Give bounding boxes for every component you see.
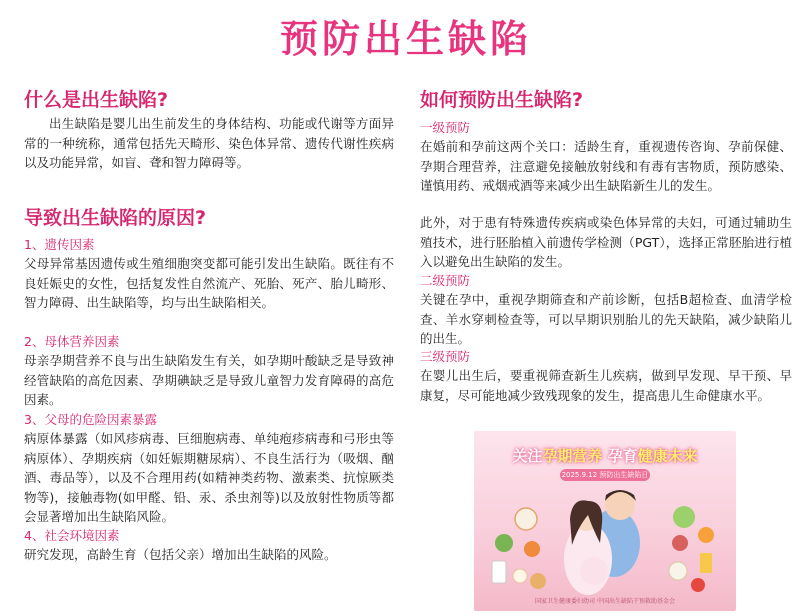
tomato-icon — [691, 578, 705, 592]
poster-illustration — [474, 431, 736, 611]
what-heading: 什么是出生缺陷? — [24, 89, 169, 111]
vegetable-icon — [495, 534, 513, 552]
level-label-1: 一级预防 — [420, 120, 471, 135]
poster-date: 2025.9.12 预防出生缺陷日 — [561, 471, 649, 479]
cause-label-3: 3、父母的危险因素暴露 — [24, 412, 157, 427]
food-bowl-icon — [515, 508, 537, 530]
egg-icon — [513, 569, 527, 583]
cause-label-2: 2、母体营养因素 — [24, 334, 120, 349]
juice-icon — [700, 553, 712, 573]
poster-title-mid: 孕育 — [602, 447, 638, 465]
level-1-para-1: 在婚前和孕前这两个关口：适龄生育，重视遗传咨询、孕前保健、孕期合理营养，注意避免接触放射线和有毒有害物质，预防感染、谨慎用药、戒烟戒酒等来减少出生缺陷新生儿的发生。 — [420, 139, 792, 193]
level-2-para-1: 关键在孕中，重视孕期筛查和产前诊断，包括B超检查、血清学检查、羊水穿刺检查等，可以早期识别胎儿的先天缺陷，减少缺陷儿的出生。 — [420, 292, 792, 346]
level-label-2: 二级预防 — [420, 273, 471, 288]
poster-title-hl1: 孕期营养 — [542, 447, 603, 465]
bread-icon — [530, 573, 546, 589]
poster-title-pre: 关注 — [512, 447, 543, 465]
salad-icon — [673, 506, 695, 528]
main-title: 预防出生缺陷 — [279, 17, 532, 61]
cause-label-1: 1、遗传因素 — [24, 237, 95, 252]
meat-icon — [672, 535, 688, 551]
cause-text-4: 研究发现，高龄生育（包括父亲）增加出生缺陷的风险。 — [24, 547, 337, 562]
orange-icon — [698, 527, 714, 543]
rice-icon — [669, 562, 687, 580]
cause-text-2: 母亲孕期营养不良与出生缺陷发生有关，如孕期叶酸缺乏是导致神经管缺陷的高危因素、孕期碘缺乏是导致儿童智力发育障碍的高危因素。 — [24, 353, 394, 407]
cause-label-4: 4、社会环境因素 — [24, 528, 120, 543]
level-3-para-1: 在婴儿出生后，要重视筛查新生儿疾病，做到早发现、早干预、早康复，尽可能地减少致残现象的发生，提高患儿生命健康水平。 — [420, 368, 792, 403]
level-1-para-2: 此外，对于患有特殊遗传疾病或染色体异常的夫妇，可通过辅助生殖技术，进行胚胎植入前遗传学检测（PGT），选择正常胚胎进行植入以避免出生缺陷的发生。 — [420, 215, 792, 269]
level-label-3: 三级预防 — [420, 349, 471, 364]
cause-text-1: 父母异常基因遗传或生殖细胞突变都可能引发出生缺陷。既往有不良妊娠史的女性，包括复发性自然流产、死胎、死产、胎儿畸形、智力障碍、出生缺陷等，均与出生缺陷相关。 — [24, 256, 394, 310]
poster-footer: 国家卫生健康委妇幼司 中国出生缺陷干预救助基金会 — [535, 598, 675, 605]
milk-icon — [492, 561, 506, 583]
poster-title-hl2: 健康未来 — [637, 447, 698, 465]
prevent-heading: 如何预防出生缺陷? — [420, 89, 584, 111]
what-text: 出生缺陷是婴儿出生前发生的身体结构、功能或代谢等方面异常的一种统称，通常包括先天畸形、染色体异常、遗传代谢性疾病以及功能异常，如盲、聋和智力障碍等。 — [24, 116, 394, 170]
cause-text-3: 病原体暴露（如风疹病毒、巨细胞病毒、单纯疱疹病毒和弓形虫等病原体）、孕期疾病（如妊娠期糖尿病）、不良生活行为（吸烟、酗酒、毒品等），以及不合理用药(如精神类药物、激素类、抗惊厥类物等)，接触毒物(如甲醛、铅、汞、杀虫剂等)以及放射性物质等都会显著增加出生缺陷风险。 — [24, 431, 394, 524]
cause-heading: 导致出生缺陷的原因? — [24, 207, 207, 229]
belly — [580, 557, 608, 585]
fruit-icon — [524, 541, 540, 557]
poster-image — [474, 431, 736, 611]
